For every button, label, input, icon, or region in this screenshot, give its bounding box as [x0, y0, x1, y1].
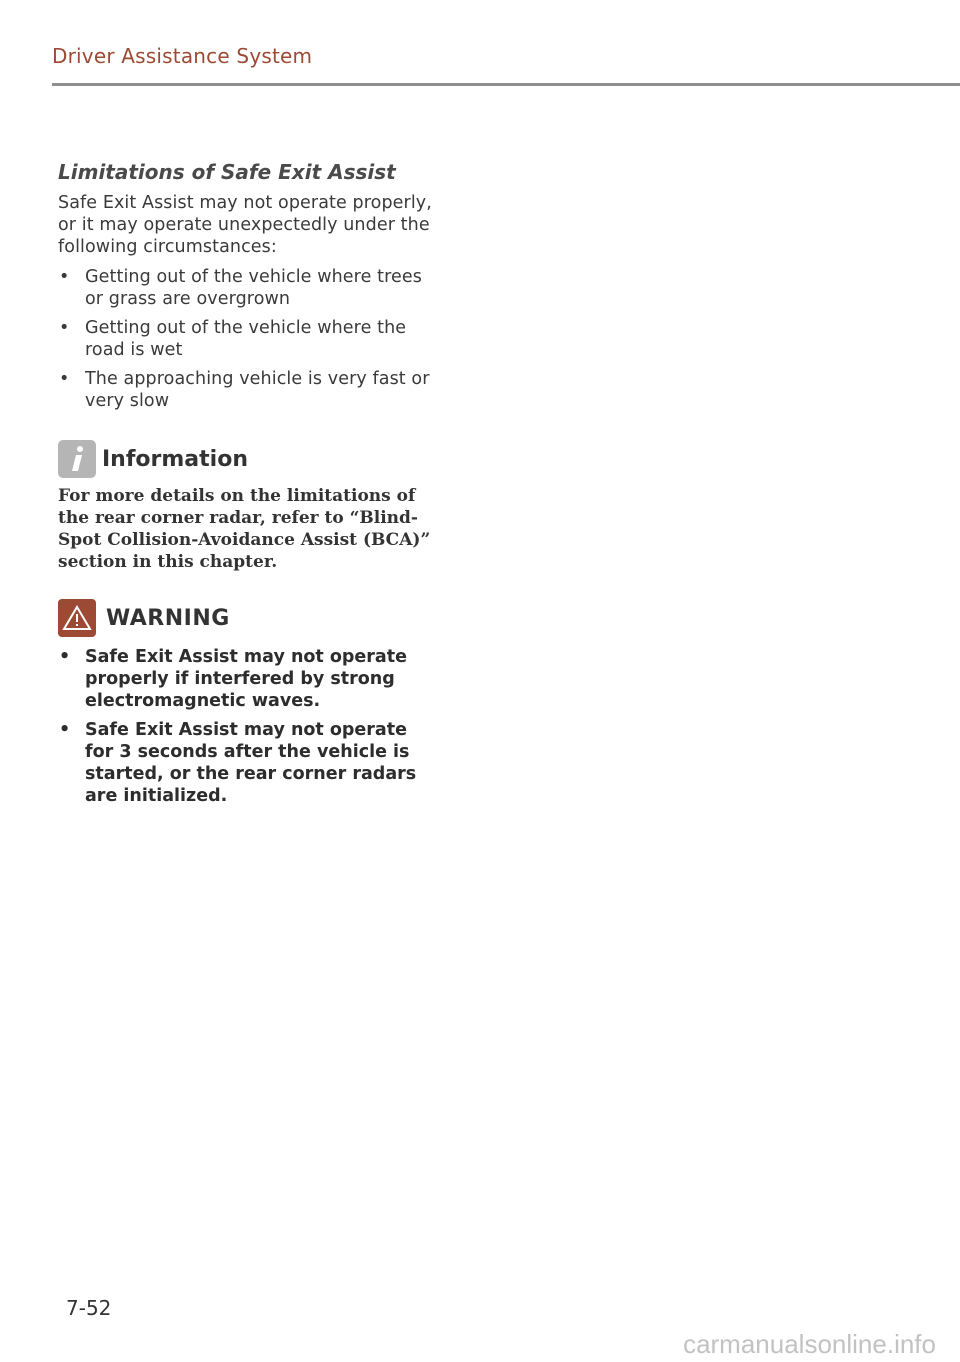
list-item: • The approaching vehicle is very fast or very slow [59, 369, 430, 411]
watermark: carmanualsonline.info [683, 1329, 936, 1359]
section-title: Limitations of Safe Exit Assist [58, 160, 396, 184]
warning-label: WARNING [106, 605, 230, 631]
information-text: For more details on the limitations of the rear corner radar, refer to “Blind-Spot Collision-Avoidance Assist (BCA)” section in this chapter. [58, 486, 431, 572]
warning-list [58, 646, 440, 807]
list-item-text: The approaching vehicle is very fast or very slow [85, 369, 430, 411]
warning-item-text: Safe Exit Assist may not operate for 3 seconds after the vehicle is started, or the rear corner radars are initialized. [85, 720, 417, 806]
information-label: Information [102, 446, 248, 472]
chapter-title: Driver Assistance System [52, 44, 313, 68]
list-item: • Safe Exit Assist may not operate for 3 seconds after the vehicle is started, or the rear corner radars are initialized. [59, 720, 417, 806]
section-intro: Safe Exit Assist may not operate properly, or it may operate unexpectedly under the following circumstances: [58, 193, 432, 257]
warning-item-text: Safe Exit Assist may not operate properly if interfered by strong electromagnetic waves. [85, 647, 407, 711]
list-item-text: Getting out of the vehicle where the road is wet [85, 318, 407, 360]
list-item: • Safe Exit Assist may not operate properly if interfered by strong electromagnetic waves. [59, 647, 407, 711]
list-item: • Getting out of the vehicle where trees or grass are overgrown [59, 267, 422, 309]
warning-heading [58, 598, 440, 638]
page-number: 7-52 [66, 1296, 112, 1320]
information-heading [58, 439, 440, 479]
list-item-text: Getting out of the vehicle where trees or grass are overgrown [85, 267, 422, 309]
list-item: • Getting out of the vehicle where the road is wet [59, 318, 407, 360]
header-divider [52, 83, 960, 86]
info-icon [58, 440, 96, 478]
main-content [58, 160, 440, 814]
warning-triangle-icon [58, 599, 96, 637]
limitations-list [58, 266, 440, 412]
